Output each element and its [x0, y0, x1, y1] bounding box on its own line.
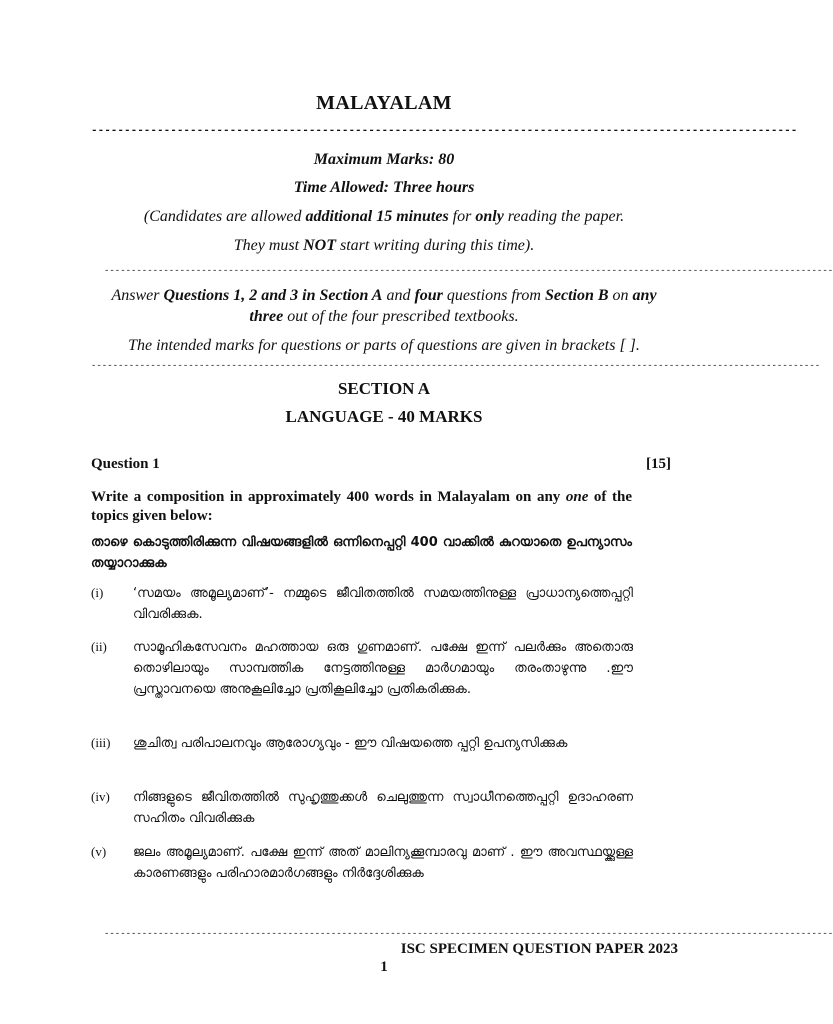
- topic-text: ‘സമയം അമൂല്യമാണ്’- നമ്മുടെ ജീവിതത്തിൽ സമയത്തിനുള്ള പ്രാധാന്യത്തെപ്പറ്റി വിവരിക്കുക.: [133, 586, 633, 622]
- note-text: reading the paper.: [503, 208, 625, 225]
- topic-number: (v): [91, 844, 107, 859]
- topic-number: (iii): [91, 735, 111, 750]
- marks-instruction: The intended marks for questions or parts of questions are given in brackets [ ].: [128, 337, 640, 354]
- instruction-emphasis: four: [414, 287, 443, 304]
- instruction-text: Answer: [111, 287, 164, 304]
- instruction-text: out of the four prescribed textbooks.: [283, 308, 519, 325]
- instruction-emphasis: Section B: [544, 287, 609, 304]
- separator-footer: ---------------------------------------------------------------------------------------------------------------------------------------: [104, 929, 833, 939]
- section-subtitle: LANGUAGE - 40 MARKS: [285, 407, 483, 426]
- separator-instructions-top: ---------------------------------------------------------------------------------------------------------------------------------------: [104, 266, 833, 276]
- topic-number: (ii): [91, 639, 107, 654]
- subject-title: MALAYALAM: [316, 92, 452, 114]
- note-text: They must: [233, 237, 304, 254]
- footer-paper-name: ISC SPECIMEN QUESTION PAPER 2023: [400, 941, 678, 957]
- question-header: [91, 456, 671, 473]
- instruction-text: on: [608, 287, 633, 304]
- note-emphasis: only: [475, 208, 504, 225]
- reading-time-note: [0, 208, 768, 226]
- note-text: (Candidates are allowed: [143, 208, 306, 225]
- instruction-text: and: [382, 287, 415, 304]
- question-marks: [15]: [646, 456, 671, 472]
- topic-text: ശുചിത്വ പരിപാലനവും ആരോഗ്യവും - ഈ വിഷയത്തെ പ്പറ്റി ഉപന്യസിക്കുക: [133, 736, 568, 751]
- prompt-text: Write a composition in approximately 400 words in Malayalam on any: [91, 489, 566, 505]
- note-text: for: [448, 208, 476, 225]
- note-emphasis: additional 15 minutes: [305, 208, 449, 225]
- answer-instructions: [96, 285, 672, 327]
- topic-text: സാമൂഹികസേവനം മഹത്തായ ഒരു ഗുണമാണ്. പക്ഷേ ഇന്ന് പലർക്കും അതൊരു തൊഴിലായും സാമ്പത്തിക നേട്ടത്തിനുള്ള മാർഗമായും തരംതാഴുന്നു .ഈ പ്രസ്താവനയെ അനുകൂലിച്ചോ പ്രതികൂലിച്ചോ പ്രതികരിക്കുക.: [133, 640, 633, 697]
- topic-text: നിങ്ങളുടെ ജീവിതത്തിൽ സുഹൃത്തുക്കൾ ചെലുത്തുന്ന സ്വാധീനത്തെപ്പറ്റി ഉദാഹരണ സഹിതം വിവരിക്കുക: [133, 790, 633, 826]
- note-emphasis: NOT: [303, 237, 336, 254]
- prompt-emphasis: one: [565, 489, 589, 505]
- question-label: Question 1: [91, 456, 160, 472]
- instruction-text: questions from: [442, 287, 545, 304]
- writing-restriction-note: [0, 237, 768, 255]
- section-title: SECTION A: [337, 379, 431, 398]
- topic-number: (i): [91, 585, 104, 600]
- note-text: start writing during this time).: [335, 237, 535, 254]
- page-number: 1: [380, 959, 388, 975]
- separator-instructions-bottom: ---------------------------------------------------------------------------------------------------------------------------------------: [91, 361, 821, 371]
- instruction-emphasis: Questions 1, 2 and 3 in Section A: [163, 287, 383, 304]
- time-allowed: Time Allowed: Three hours: [293, 179, 475, 196]
- instruction-emphasis: any three: [249, 287, 657, 325]
- maximum-marks: Maximum Marks: 80: [313, 151, 455, 168]
- malayalam-instruction: താഴെ കൊടുത്തിരിക്കുന്ന വിഷയങ്ങളിൽ ഒന്നിനെപ്പറ്റി 400 വാക്കിൽ കുറയാതെ ഉപന്യാസം തയ്യാറാക്കുക: [91, 535, 632, 571]
- topic-text: ജലം അമൂല്യമാണ്. പക്ഷേ ഇന്ന് അത് മാലിന്യക്കൂമ്പാരവു മാണ് . ഈ അവസ്ഥയ്ക്കുള്ള കാരണങ്ങളും പരിഹാരമാർഗങ്ങളും നിർദ്ദേശിക്കുക: [133, 845, 633, 881]
- prompt-text: of the topics given below:: [91, 489, 632, 524]
- separator-top: -----------------------------------------------------------------------------------------------------------: [91, 125, 798, 137]
- question-prompt: [91, 488, 632, 526]
- topic-number: (iv): [91, 789, 110, 804]
